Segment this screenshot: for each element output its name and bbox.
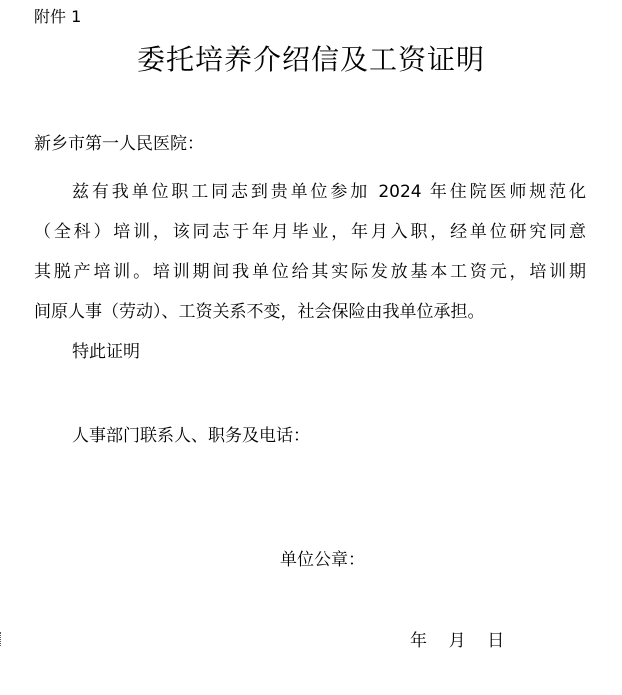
document-title: 委托培养介绍信及工资证明 (136, 43, 485, 76)
page-edge-marker (0, 632, 4, 646)
hr-contact-label: 人事部门联系人、职务及电话： (72, 426, 310, 446)
letter-body (34, 172, 586, 332)
certify-statement: 特此证明 (72, 342, 140, 362)
body-line: （全科）培训，该同志于年月毕业，年月入职，经单位研究同意 (34, 222, 586, 242)
unit-seal-label: 单位公章： (280, 550, 365, 570)
body-line: 其脱产培训。培训期间我单位给其实际发放基本工资元，培训期 (34, 262, 586, 282)
recipient-line: 新乡市第一人民医院： (34, 134, 204, 154)
attachment-label: 附件 1 (34, 7, 82, 26)
body-line: 间原人事（劳动）、工资关系不变，社会保险由我单位承担。 (34, 302, 485, 322)
body-line: 兹有我单位职工同志到贵单位参加 2024 年住院医师规范化 (72, 182, 586, 202)
date-line: 年 月 日 (410, 631, 505, 651)
